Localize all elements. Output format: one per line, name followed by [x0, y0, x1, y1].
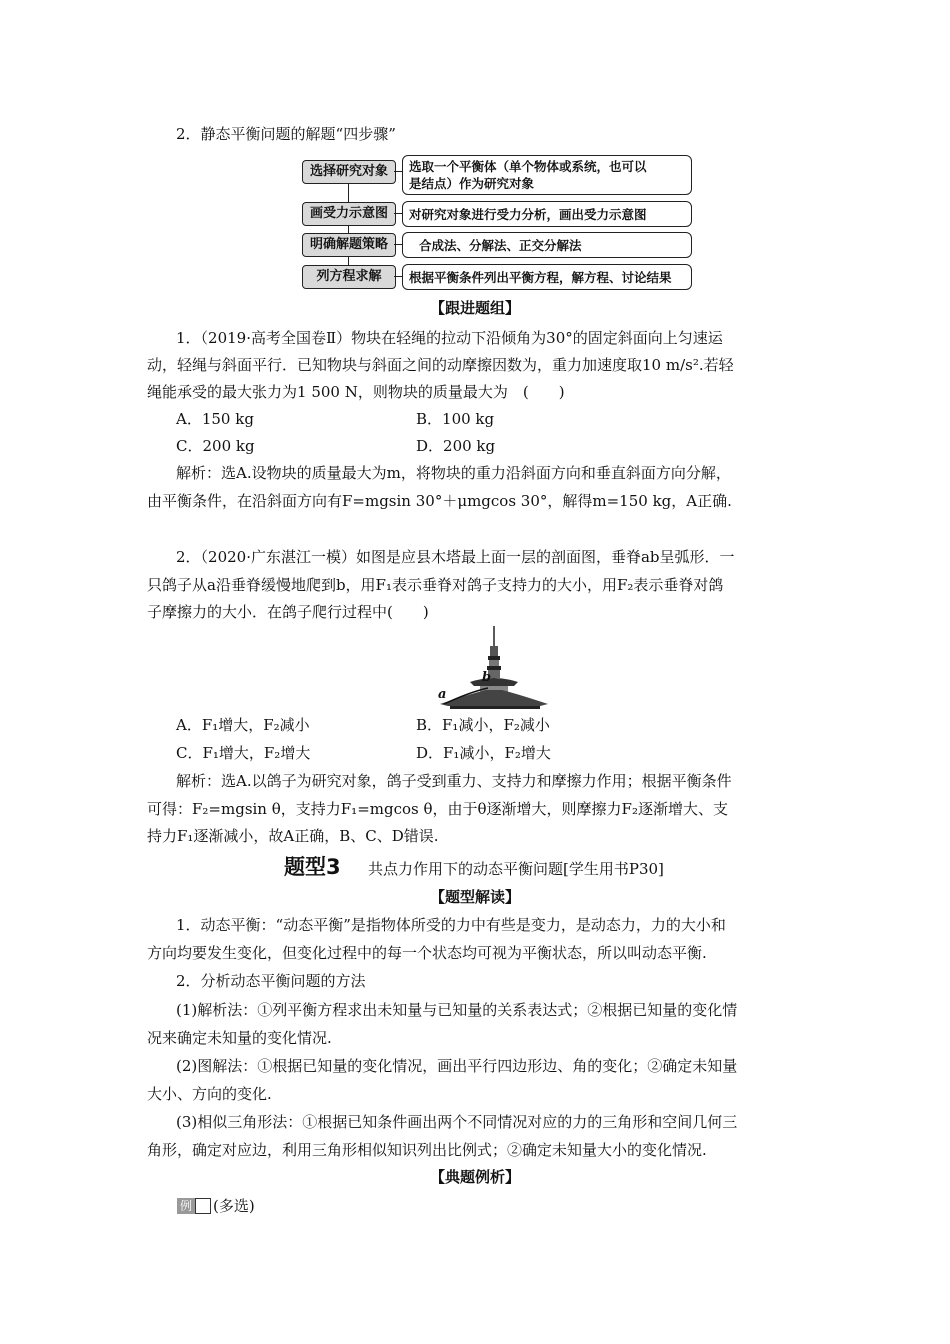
option-a: A．F₁增大，F₂减小 — [176, 716, 310, 734]
body-text: 2．分析动态平衡问题的方法 — [176, 972, 366, 990]
option-b: B．100 kg — [416, 410, 495, 428]
example-tag: 例 — [177, 1198, 195, 1214]
option-b: B．F₁减小，F₂减小 — [416, 716, 550, 734]
section-title: 2．静态平衡问题的解题“四步骤” — [176, 125, 396, 143]
question-text: 动，轻绳与斜面平行．已知物块与斜面之间的动摩擦因数为，重力加速度取10 m/s².若轻 — [147, 356, 734, 374]
flow-step-label: 明确解题策略 — [302, 233, 396, 257]
section-heading: 【跟进题组】 — [429, 299, 520, 317]
arrow-icon — [394, 213, 402, 214]
flow-step-desc — [402, 264, 692, 290]
section-heading: 【典题例析】 — [429, 1168, 520, 1186]
flow-step-desc-text: 对研究对象进行受力分析，画出受力示意图 — [409, 207, 647, 222]
option-a: A．150 kg — [176, 410, 254, 428]
flow-step-desc-text: 合成法、分解法、正交分解法 — [419, 238, 582, 253]
option-c: C．F₁增大，F₂增大 — [176, 744, 311, 762]
body-text: 1．动态平衡：“动态平衡”是指物体所受的力中有些是变力，是动态力，力的大小和 — [176, 916, 726, 934]
body-text: (1)解析法：①列平衡方程求出未知量与已知量的关系表达式；②根据已知量的变化情 — [176, 1001, 738, 1019]
option-d: D．F₁减小，F₂增大 — [416, 744, 551, 762]
arrow-icon — [394, 171, 402, 172]
section-heading: 【题型解读】 — [429, 888, 520, 906]
question-text: 2．（2020·广东湛江一模）如图是应县木塔最上面一层的剖面图，垂脊ab呈弧形．一 — [176, 548, 735, 566]
option-c: C．200 kg — [176, 437, 255, 455]
flow-step-label: 列方程求解 — [302, 265, 396, 289]
pagoda-illustration — [430, 624, 550, 710]
example-note: (多选) — [213, 1197, 255, 1215]
answer-text: 解析：选A.以鸽子为研究对象，鸽子受到重力、支持力和摩擦力作用；根据平衡条件 — [176, 772, 732, 790]
topic-title: 共点力作用下的动态平衡问题[学生用书P30] — [368, 860, 664, 878]
flow-step-desc — [402, 201, 692, 227]
arrow-icon — [394, 276, 402, 277]
example-label — [177, 1195, 255, 1216]
body-text: 角形，确定对应边，利用三角形相似知识列出比例式；②确定未知量大小的变化情况. — [147, 1141, 707, 1159]
body-text: 况来确定未知量的变化情况. — [147, 1029, 332, 1047]
flow-step-desc-text: 根据平衡条件列出平衡方程，解方程、讨论结果 — [409, 270, 672, 285]
pagoda-figure — [430, 624, 550, 710]
answer-text: 可得：F₂=mgsin θ，支持力F₁=mgcos θ，由于θ逐渐增大，则摩擦力F₂逐渐增大、支 — [147, 800, 728, 818]
body-text: 大小、方向的变化. — [147, 1085, 272, 1103]
example-number-box — [195, 1198, 211, 1214]
answer-text: 由平衡条件，在沿斜面方向有F=mgsin 30°＋μmgcos 30°，解得m=150 kg，A正确. — [147, 492, 732, 510]
question-text: 只鸽子从a沿垂脊缓慢地爬到b，用F₁表示垂脊对鸽子支持力的大小，用F₂表示垂脊对鸽 — [147, 576, 724, 594]
question-text: 绳能承受的最大张力为1 500 N，则物块的质量最大为 ( ) — [147, 383, 565, 401]
question-text: 子摩擦力的大小．在鸽子爬行过程中( ) — [147, 603, 429, 621]
body-text: (2)图解法：①根据已知量的变化情况，画出平行四边形边、角的变化；②确定未知量 — [176, 1057, 738, 1075]
flow-step-desc — [402, 155, 692, 195]
flow-step-desc-line: 是结点）作为研究对象 — [409, 176, 535, 191]
body-text: (3)相似三角形法：①根据已知条件画出两个不同情况对应的力的三角形和空间几何三 — [176, 1113, 738, 1131]
point-b-label: b — [482, 670, 492, 685]
arrow-icon — [394, 244, 402, 245]
body-text: 方向均要发生变化，但变化过程中的每一个状态均可视为平衡状态，所以叫动态平衡. — [147, 944, 707, 962]
answer-text: 解析：选A.设物块的质量最大为m，将物块的重力沿斜面方向和垂直斜面方向分解， — [176, 464, 731, 482]
flow-step-label: 画受力示意图 — [302, 202, 396, 226]
flow-step-desc-line: 选取一个平衡体（单个物体或系统，也可以 — [409, 159, 647, 174]
flow-step-desc — [402, 232, 692, 258]
point-a-label: a — [438, 687, 447, 702]
question-text: 1．（2019·高考全国卷Ⅱ）物块在轻绳的拉动下沿倾角为30°的固定斜面向上匀速运 — [176, 329, 723, 347]
topic-label: 题型3 — [284, 855, 341, 879]
answer-text: 持力F₁逐渐减小，故A正确，B、C、D错误. — [147, 827, 439, 845]
flow-step-label: 选择研究对象 — [302, 160, 396, 184]
option-d: D．200 kg — [416, 437, 496, 455]
